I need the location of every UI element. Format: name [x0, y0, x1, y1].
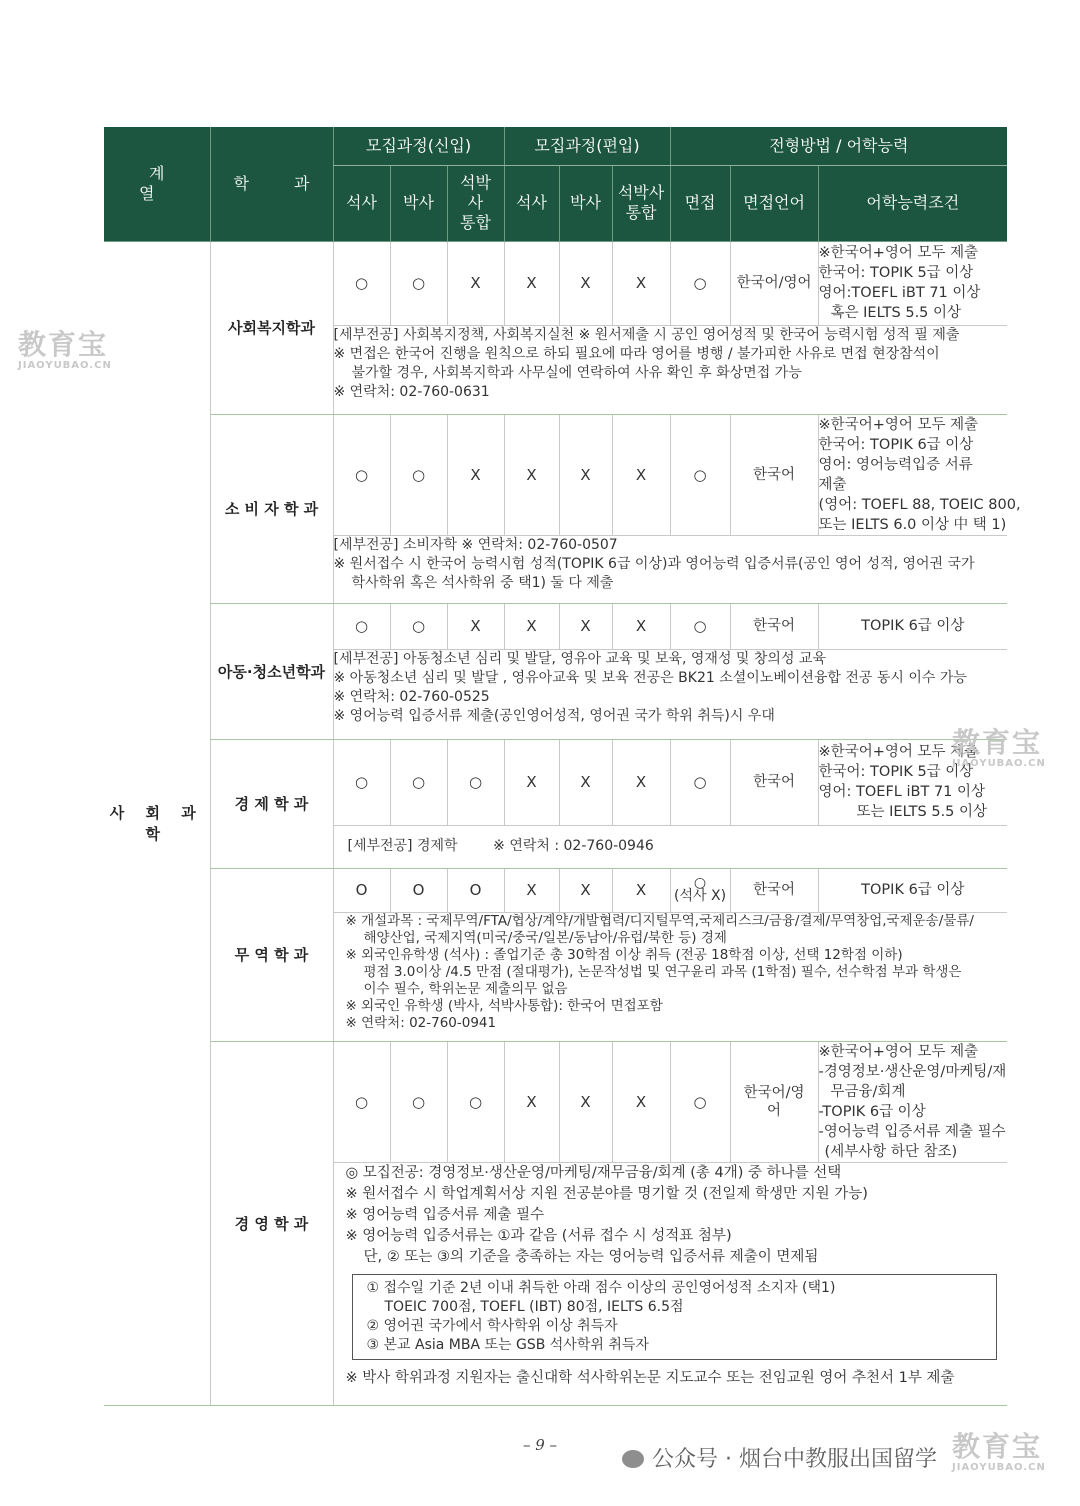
language-line: -영어능력 입증서류 제출 필수 [818, 1123, 1006, 1140]
mark-cell: X [612, 868, 670, 912]
note-line: 해양산업, 국제지역(미국/중국/일본/동남아/유럽/북한 등) 경제 [363, 929, 727, 946]
language-line: 혹은 IELTS 5.5 이상 [830, 305, 962, 321]
interview-language: 한국어 [730, 868, 818, 912]
language-requirements: TOPIK 6급 이상 [818, 603, 1007, 649]
language-requirements [818, 241, 1007, 325]
mark-cell: ○ [333, 603, 390, 649]
watermark-domain: JIAOYUBAO.CN [952, 758, 1046, 769]
note-line: 단, ② 또는 ③의 기준을 충족하는 자는 영어능력 입증서류 제출이 면제됨 [363, 1248, 819, 1265]
department-notes [333, 912, 1007, 1041]
note-line: ※ 원서접수 시 학업계획서상 지원 전공분야를 명기할 것 (전일제 학생만 지원 가능) [345, 1185, 868, 1202]
language-line: -TOPIK 6급 이상 [818, 1103, 926, 1120]
watermark-domain: JIAOYUBAO.CN [18, 360, 112, 371]
criteria-line: ② 영어권 국가에서 학사학위 이상 취득자 [366, 1317, 618, 1334]
department-notes [333, 649, 1007, 739]
note-line: ◎ 모집전공: 경영정보·생산운영/마케팅/재무금융/회계 (총 4개) 중 하나를 선택 [345, 1164, 842, 1181]
criteria-line: TOEIC 700점, TOEFL (IBT) 80점, IELTS 6.5점 [384, 1298, 684, 1315]
mark-cell: ○ [390, 414, 447, 535]
mark-cell: X [612, 1041, 670, 1162]
interview-mark-note: (석사 X) [674, 888, 727, 904]
note-line: [세부전공] 아동청소년 심리 및 발달, 영유아 교육 및 보육, 영재성 및 창의성 교육 [333, 650, 826, 667]
header-transfer-integrated: 석박사 통합 [612, 165, 670, 241]
note-line: [세부전공] 사회복지정책, 사회복지실천 ※ 원서제출 시 공인 영어성적 및 한국어 능력시험 성적 필 제출 [333, 326, 960, 343]
header-department: 학 과 [210, 127, 333, 241]
department-name: 무 역 학 과 [210, 868, 333, 1041]
interview-mark: ○ [670, 739, 730, 825]
note-line: ※ 개설과목 : 국제무역/FTA/협상/계약/개발협력/디지털무역,국제리스크/금융/결제/무역창업,국제운송/물류/ [345, 912, 974, 929]
header-category: 계 열 [104, 127, 210, 241]
mark-cell: ○ [390, 1041, 447, 1162]
watermark-text: 教育宝 [18, 328, 109, 361]
header-new-admission: 모집과정(신입) [333, 127, 504, 165]
watermark-text: 教育宝 [952, 1430, 1043, 1463]
language-line: -경영정보·생산운영/마케팅/재 [818, 1063, 1007, 1080]
mark-cell: X [559, 603, 612, 649]
criteria-line: ③ 본교 Asia MBA 또는 GSB 석사학위 취득자 [366, 1336, 649, 1353]
table-row [104, 241, 1007, 325]
watermark-text: 教育宝 [952, 726, 1043, 759]
note-line: 학사학위 혹은 석사학위 중 택1) 둘 다 제출 [351, 574, 614, 591]
note-line: ※ 영어능력 입증서류 제출(공인영어성적, 영어권 국가 학위 취득)시 우대 [333, 707, 775, 724]
header-interview-language: 면접언어 [730, 165, 818, 241]
mark-cell: O [333, 868, 390, 912]
mark-cell: X [447, 414, 504, 535]
language-line: 영어: 영어능력입증 서류 [818, 456, 973, 473]
language-line: 한국어: TOPIK 6급 이상 [818, 436, 974, 453]
mark-cell: X [612, 414, 670, 535]
language-line: ※한국어+영어 모두 제출 [818, 744, 979, 760]
mark-cell: X [504, 1041, 559, 1162]
header-language-requirements: 어학능력조건 [818, 165, 1007, 241]
mark-cell: ○ [390, 603, 447, 649]
header-integrated: 석박 사 통합 [447, 165, 504, 241]
mark-cell: ○ [333, 414, 390, 535]
header-doctoral: 박사 [390, 165, 447, 241]
language-requirements: TOPIK 6급 이상 [818, 868, 1007, 912]
table-row [104, 603, 1007, 649]
wechat-icon [622, 1450, 644, 1468]
table-row [104, 1041, 1007, 1162]
mark-cell: X [447, 241, 504, 325]
mark-cell: X [504, 603, 559, 649]
department-notes [333, 825, 1007, 868]
department-notes [333, 1162, 1007, 1405]
language-line: 한국어: TOPIK 5급 이상 [818, 764, 974, 780]
note-line: ※ 연락처: 02-760-0941 [345, 1014, 497, 1031]
mark-cell: X [559, 739, 612, 825]
note-line: ※ 영어능력 입증서류는 ①과 같음 (서류 접수 시 성적표 첨부) [345, 1227, 732, 1244]
admissions-table [104, 127, 1021, 1406]
mark-cell: ○ [333, 739, 390, 825]
interview-language: 한국어/영 어 [730, 1041, 818, 1162]
language-line: 제출 [818, 476, 847, 493]
watermark-left [18, 330, 112, 372]
language-requirements [818, 414, 1021, 535]
note-line: ※ 영어능력 입증서류 제출 필수 [345, 1206, 545, 1223]
mark-cell: X [559, 241, 612, 325]
department-notes [333, 535, 1007, 603]
language-line: 또는 IELTS 5.5 이상 [856, 804, 988, 820]
language-line: 영어:TOEFL iBT 71 이상 [818, 285, 981, 301]
page-number: – 9 – [522, 1436, 558, 1454]
mark-cell: X [559, 414, 612, 535]
note-line: [세부전공] 소비자학 ※ 연락처: 02-760-0507 [333, 536, 618, 553]
mark-cell: X [612, 739, 670, 825]
language-requirements [818, 1041, 1007, 1162]
mark-cell: O [447, 868, 504, 912]
watermark-domain: JIAOYUBAO.CN [952, 1462, 1046, 1473]
header-transfer-doctoral: 박사 [559, 165, 612, 241]
header-transfer-admission: 모집과정(편입) [504, 127, 670, 165]
table-row [104, 868, 1007, 912]
mark-cell: X [504, 739, 559, 825]
note-line: 불가할 경우, 사회복지학과 사무실에 연락하여 사유 확인 후 화상면접 가능 [351, 364, 802, 381]
english-criteria-box [352, 1274, 998, 1360]
mark-cell: ○ [390, 241, 447, 325]
table-row [104, 739, 1007, 825]
mark-cell: X [504, 414, 559, 535]
interview-mark [670, 868, 730, 912]
note-line: ※ 아동청소년 심리 및 발달 , 영유아교육 및 보육 전공은 BK21 소셜이노베이션융합 전공 동시 이수 가능 [333, 669, 967, 686]
language-line: ※한국어+영어 모두 제출 [818, 416, 979, 433]
header-masters: 석사 [333, 165, 390, 241]
table-row [104, 414, 1007, 535]
mark-cell: X [559, 868, 612, 912]
department-name: 사회복지학과 [210, 241, 333, 414]
department-name: 경 영 학 과 [210, 1041, 333, 1405]
mark-cell: X [447, 603, 504, 649]
department-name: 경 제 학 과 [210, 739, 333, 868]
note-line: [세부전공] 경제학 ※ 연락처 : 02-760-0946 [347, 838, 654, 854]
wechat-account: 公众号 · 烟台中教服出国留学 [652, 1447, 937, 1472]
language-line: (영어: TOEFL 88, TOEIC 800, [818, 496, 1021, 513]
interview-mark: ○ [670, 241, 730, 325]
department-name: 아동·청소년학과 [210, 603, 333, 739]
language-line: 또는 IELTS 6.0 이상 中 택 1) [818, 516, 1007, 533]
mark-cell: X [559, 1041, 612, 1162]
language-line: 한국어: TOPIK 5급 이상 [818, 265, 974, 281]
mark-cell: O [390, 868, 447, 912]
mark-cell: ○ [390, 739, 447, 825]
mark-cell: ○ [333, 241, 390, 325]
note-line: 평점 3.0이상 /4.5 만점 (절대평가), 논문작성법 및 연구윤리 과목 (1학점) 필수, 선수학점 부과 학생은 [363, 963, 962, 980]
final-note: ※ 박사 학위과정 지원자는 출신대학 석사학위논문 지도교수 또는 전임교원 영어 추천서 1부 제출 [345, 1369, 955, 1386]
note-line: ※ 연락처: 02-760-0525 [333, 688, 490, 705]
watermark-right [952, 728, 1046, 770]
header-selection-method: 전형방법 / 어학능력 [670, 127, 1007, 165]
header-interview: 면접 [670, 165, 730, 241]
note-line: ※ 연락처: 02-760-0631 [333, 383, 490, 400]
mark-cell: ○ [447, 739, 504, 825]
criteria-line: ① 접수일 기준 2년 이내 취득한 아래 점수 이상의 공인영어성적 소지자 (택1) [366, 1279, 836, 1296]
language-line: 무금융/회계 [830, 1083, 906, 1100]
mark-cell: X [612, 603, 670, 649]
interview-mark: ○ [670, 603, 730, 649]
language-line: 영어: TOEFL iBT 71 이상 [818, 784, 986, 800]
language-line: (세부사항 하단 참조) [824, 1143, 958, 1160]
note-line: ※ 면접은 한국어 진행을 원칙으로 하되 필요에 따라 영어를 병행 / 불가피한 사유로 면접 현장참석이 [333, 345, 940, 362]
interview-mark: ○ [670, 414, 730, 535]
interview-language: 한국어 [730, 603, 818, 649]
mark-cell: ○ [447, 1041, 504, 1162]
mark-cell: X [504, 868, 559, 912]
note-line: ※ 외국인 유학생 (박사, 석박사통합): 한국어 면접포함 [345, 997, 663, 1014]
interview-mark-symbol: ○ [693, 875, 707, 891]
wechat-footer [622, 1442, 937, 1473]
department-name: 소 비 자 학 과 [210, 414, 333, 603]
note-line: ※ 원서접수 시 한국어 능력시험 성적(TOPIK 6급 이상)과 영어능력 입증서류(공인 영어 성적, 영어권 국가 [333, 555, 975, 572]
language-line: ※한국어+영어 모두 제출 [818, 1043, 979, 1060]
category-cell: 사 회 과 학 [104, 241, 210, 1405]
note-line: ※ 외국인유학생 (석사) : 졸업기준 총 30학점 이상 취득 (전공 18학점 이상, 선택 12학점 이하) [345, 946, 903, 963]
mark-cell: X [504, 241, 559, 325]
note-line: 이수 필수, 학위논문 제출의무 없음 [363, 980, 568, 997]
interview-language: 한국어/영어 [730, 241, 818, 325]
interview-mark: ○ [670, 1041, 730, 1162]
interview-language: 한국어 [730, 414, 818, 535]
mark-cell: ○ [333, 1041, 390, 1162]
interview-language: 한국어 [730, 739, 818, 825]
language-line: ※한국어+영어 모두 제출 [818, 245, 979, 261]
department-notes [333, 325, 1007, 414]
header-transfer-masters: 석사 [504, 165, 559, 241]
mark-cell: X [612, 241, 670, 325]
